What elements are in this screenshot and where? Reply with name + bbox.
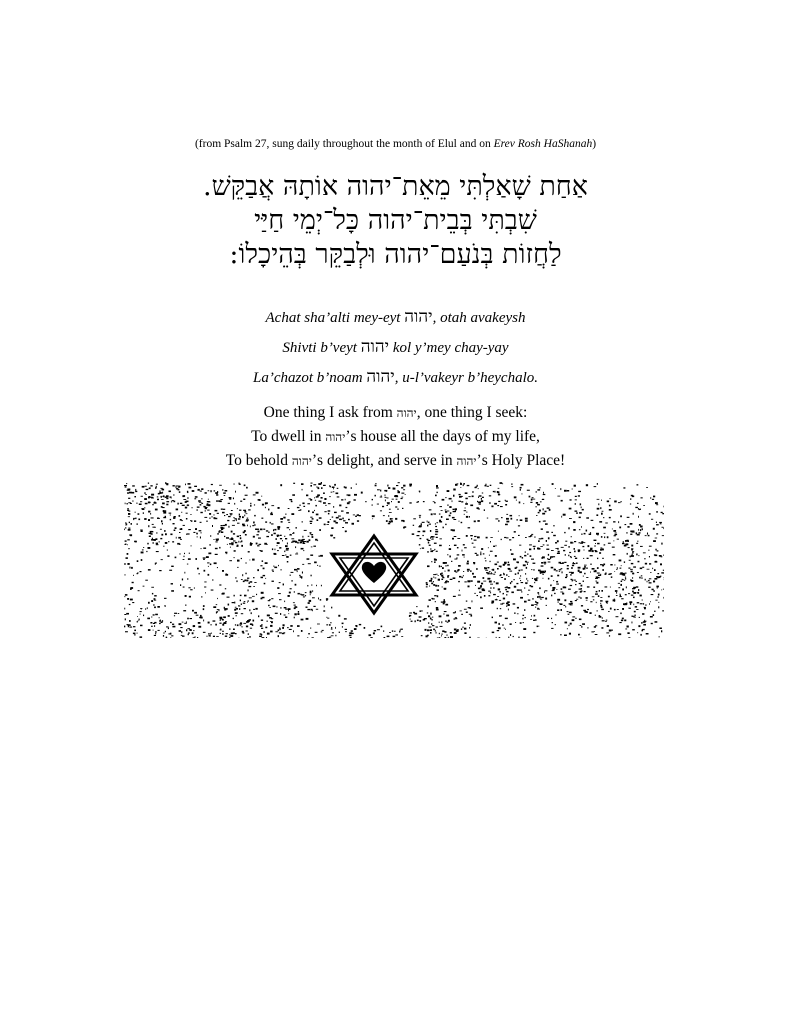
transliteration-text: , u-l’vakeyr b’heychalo. [394,370,538,386]
hebrew-line-2: שִׁבְתִּי בְּבֵית־יהוה כָּל־יְמֵי חַיַּי [254,205,537,236]
translation-text: , one thing I seek: [416,404,528,421]
translation-text: ’s Holy Place! [476,452,566,469]
radiant-star-illustration [124,482,664,638]
translation-line-3 [0,449,791,473]
transliteration-line-1 [0,303,791,333]
translation-text: To behold [225,452,292,469]
radiating-stipple-background [124,482,664,638]
hebrew-line-1: אַחַת שָׁאַלְתִּי מֵאֵת־יהוה אוֹתָהּ אֲבַקֵּשׁ. [202,171,588,202]
translation-line-2 [0,425,791,449]
translation-text: One thing I ask from [263,404,397,421]
divine-name: יהוה [325,430,346,444]
divine-name: יהוה [291,454,312,468]
transliteration-text: kol y’mey chay-yay [389,340,509,356]
source-note-text: (from Psalm 27, sung daily throughout the month of Elul and on [194,138,494,150]
divine-name: יהוה [360,337,390,357]
transliteration-text: Shivti b’veyt [282,340,361,356]
english-translation [0,401,791,473]
divine-name: יהוה [366,367,395,387]
divine-name: יהוה [456,454,477,468]
source-note-italic: Erev Rosh HaShanah [493,138,593,150]
transliteration-text: , otah avakeysh [432,310,526,326]
hebrew-line-3: לַחֲזוֹת בְּנֹעַם־יהוה וּלְבַקֵּר בְּהֵיכָלוֹ: [229,239,562,270]
transliteration-text: Achat sha’alti mey-eyt [265,310,405,326]
translation-text: ’s house all the days of my life, [345,428,540,445]
translation-text: ’s delight, and serve in [311,452,457,469]
transliteration [0,303,791,393]
transliteration-text: La’chazot b’noam [253,370,367,386]
translation-text: To dwell in [251,428,326,445]
transliteration-line-3 [0,363,791,393]
divine-name: יהוה [396,406,417,420]
source-note-close: ) [592,138,597,150]
hebrew-verse [0,170,791,272]
divine-name: יהוה [404,307,433,327]
transliteration-line-2 [0,333,791,363]
translation-line-1 [0,401,791,425]
source-note [0,138,791,150]
star-of-david-with-heart-icon [324,524,424,624]
